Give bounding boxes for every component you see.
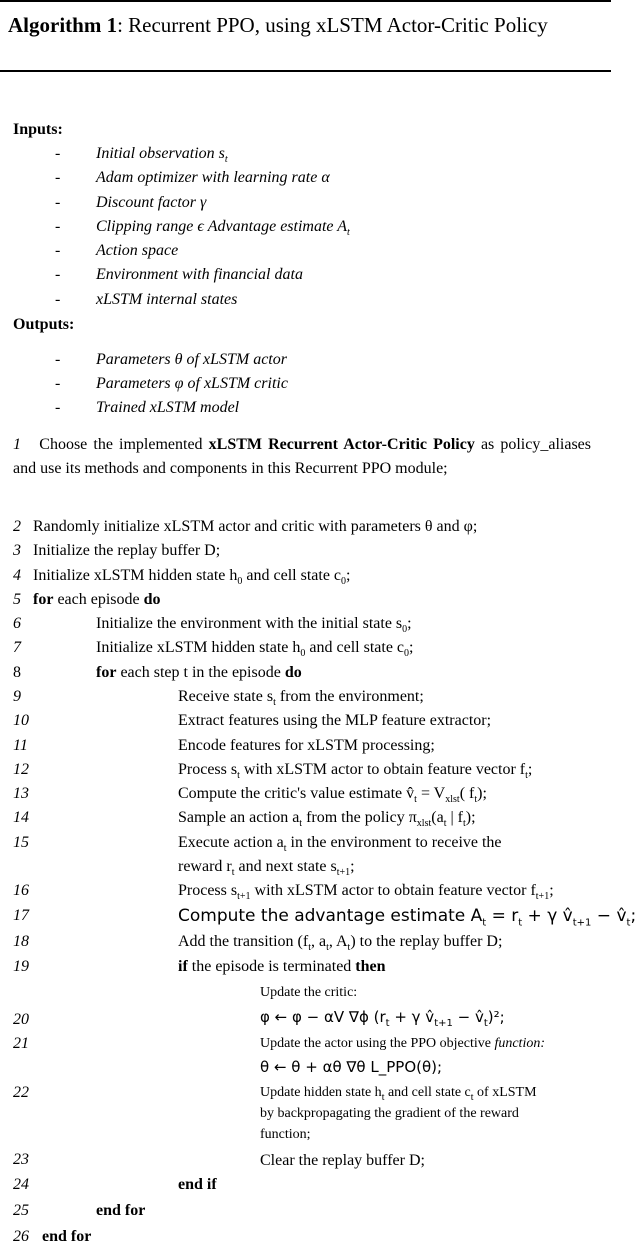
line-number: 22 bbox=[13, 1084, 29, 1101]
step-20-line1: Update the critic: bbox=[260, 985, 358, 1000]
step-1-number: 1 bbox=[13, 436, 21, 453]
line-number: 10 bbox=[13, 712, 29, 729]
step-13: Compute the critic's value estimate $v̂_t = V_{xlst}$( $f_t$); bbox=[178, 785, 487, 806]
step-5: for each episode do bbox=[33, 591, 161, 608]
step-22-line2: by backpropagating the gradient of the reward bbox=[260, 1106, 519, 1121]
line-number: 24 bbox=[13, 1176, 29, 1193]
step-11: Encode features for xLSTM processing; bbox=[178, 737, 435, 754]
step-17: Compute the advantage estimate $A_t = r_t + \gamma$ $v̂_{t+1}$ − $v̂_t$; bbox=[178, 906, 636, 929]
line-number: 26 bbox=[13, 1228, 29, 1245]
step-2: Randomly initialize xLSTM actor and critic with parameters θ and φ; bbox=[33, 518, 478, 535]
algorithm-label: Algorithm 1 bbox=[8, 13, 118, 37]
step-7: Initialize xLSTM hidden state $h_0$ and cell state $c_0$; bbox=[96, 639, 414, 660]
line-number: 25 bbox=[13, 1202, 29, 1219]
line-number: 15 bbox=[13, 834, 29, 851]
step-21-line1: Update the actor using the PPO objective function: bbox=[260, 1036, 545, 1051]
line-number: 16 bbox=[13, 882, 29, 899]
step-10: Extract features using the MLP feature extractor; bbox=[178, 712, 492, 729]
line-number: 8 bbox=[13, 664, 21, 681]
line-number: 21 bbox=[13, 1035, 29, 1052]
line-number: 23 bbox=[13, 1151, 29, 1168]
step-18: Add the transition ($f_t$, $a_t$, $A_t$) to the replay buffer D; bbox=[178, 933, 503, 954]
line-number: 3 bbox=[13, 542, 21, 559]
line-number: 6 bbox=[13, 615, 21, 632]
step-21-formula: θ ← θ + αθ ∇θ L_PPO(θ); bbox=[260, 1058, 443, 1076]
step-9: Receive state $s_t$ from the environment; bbox=[178, 688, 424, 709]
line-number: 7 bbox=[13, 639, 21, 656]
step-22-line3: function; bbox=[260, 1127, 311, 1142]
algorithm-title bbox=[0, 0, 611, 72]
line-number: 2 bbox=[13, 518, 21, 535]
line-number: 20 bbox=[13, 1011, 29, 1028]
step-4: Initialize xLSTM hidden state $h_0$ and cell state $c_0$; bbox=[33, 567, 351, 588]
step-8: for each step t in the episode do bbox=[96, 664, 302, 681]
line-number: 12 bbox=[13, 761, 29, 778]
line-number: 18 bbox=[13, 933, 29, 950]
step-15-line2: reward $r_t$ and next state $s_{t+1}$; bbox=[178, 858, 355, 879]
line-number: 9 bbox=[13, 688, 21, 705]
line-number: 14 bbox=[13, 809, 29, 826]
line-number: 13 bbox=[13, 785, 29, 802]
line-number: 5 bbox=[13, 591, 21, 608]
inputs-header: Inputs: bbox=[13, 121, 63, 138]
step-12: Process $s_t$ with xLSTM actor to obtain feature vector $f_t$; bbox=[178, 761, 533, 782]
line-number: 11 bbox=[13, 737, 28, 754]
step-22-line1: Update hidden state $h_t$ and cell state $c_t$ of xLSTM bbox=[260, 1085, 537, 1103]
algorithm-title-text: : Recurrent PPO, using xLSTM Actor-Critic Policy bbox=[117, 13, 548, 37]
line-number: 4 bbox=[13, 567, 21, 584]
step-23: Clear the replay buffer D; bbox=[260, 1152, 425, 1169]
step-19: if the episode is terminated then bbox=[178, 958, 386, 975]
step-15-line1: Execute action $a_t$ in the environment to receive the bbox=[178, 834, 502, 855]
step-14: Sample an action $a_t$ from the policy $\pi_{xlst}(a_t$ | $f_t$); bbox=[178, 809, 476, 830]
step-24: end if bbox=[178, 1176, 217, 1193]
step-20-formula: φ ← φ − αV ∇ϕ ($r_t + \gamma$ $v̂_{t+1}$ − $v̂_t)^2$; bbox=[260, 1008, 505, 1029]
step-6: Initialize the environment with the initial state $s_0$; bbox=[96, 615, 412, 636]
step-26: end for bbox=[42, 1228, 92, 1245]
step-25: end for bbox=[96, 1202, 146, 1219]
line-number: 17 bbox=[13, 907, 29, 924]
step-16: Process $s_{t+1}$ with xLSTM actor to obtain feature vector $f_{t+1}$; bbox=[178, 882, 554, 903]
line-number: 19 bbox=[13, 958, 29, 975]
outputs-header: Outputs: bbox=[13, 316, 75, 333]
step-3: Initialize the replay buffer D; bbox=[33, 542, 221, 559]
step-1: 1 Choose the implemented xLSTM Recurrent Actor-Critic Policy as policy_aliases and use its methods and components in this Recurrent PPO module; bbox=[13, 436, 591, 477]
